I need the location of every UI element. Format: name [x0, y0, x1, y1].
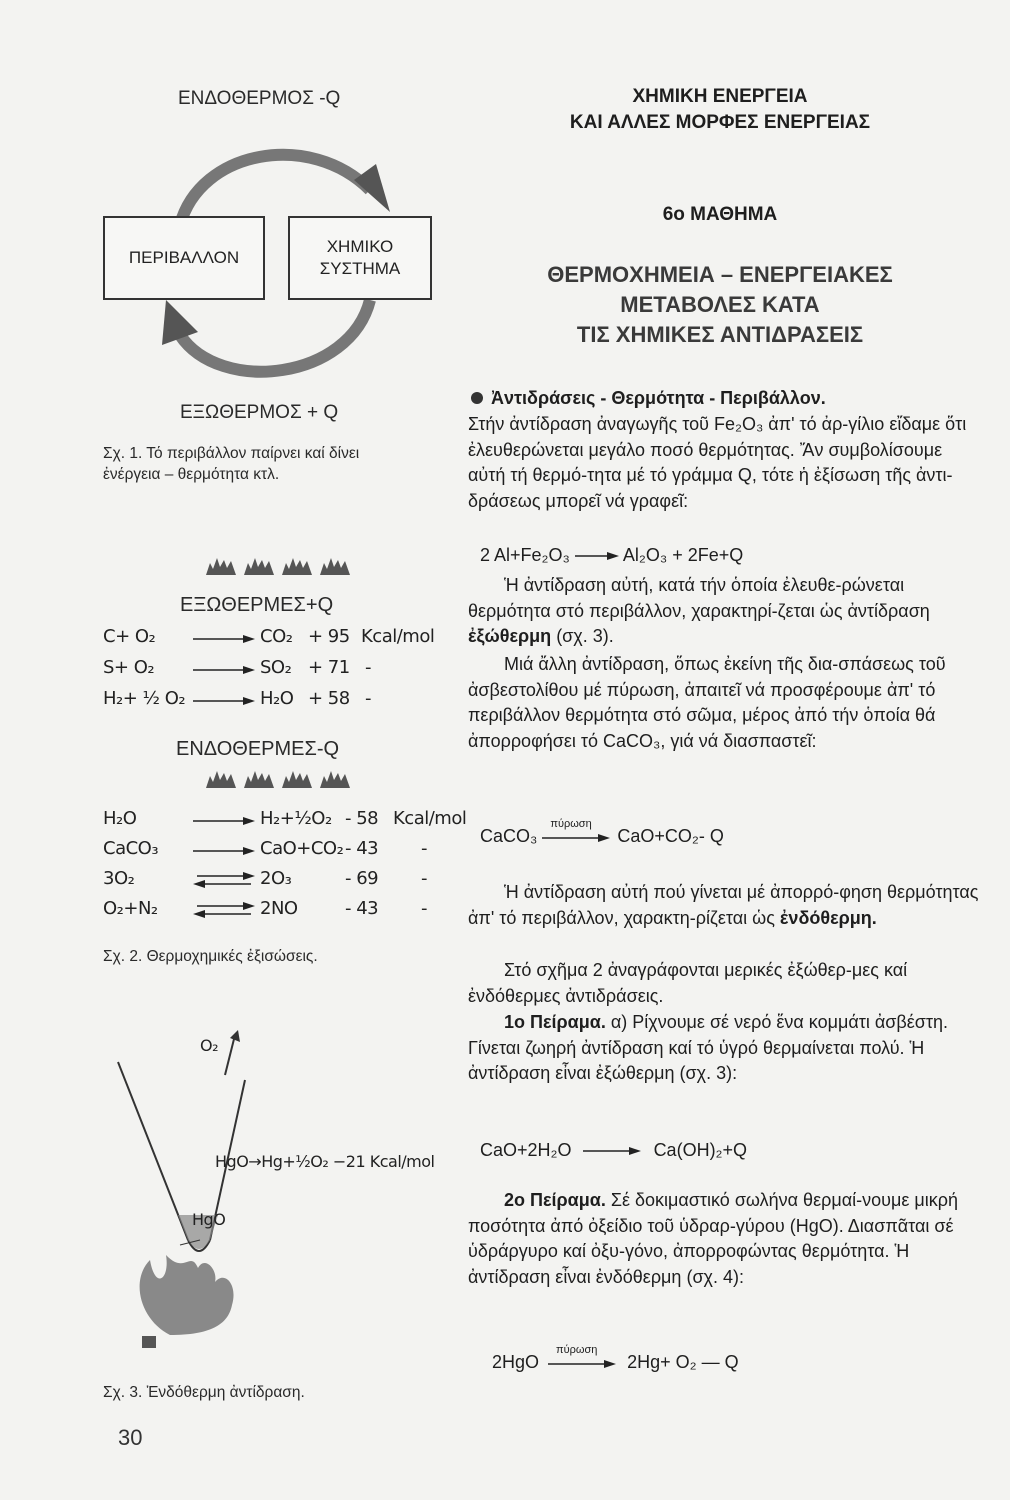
arrow-label: πύρωση: [556, 1344, 598, 1357]
cycle-bottom-arc: [180, 300, 370, 372]
equation-hgo-decomposition: [492, 1344, 739, 1373]
equation-value: - 58: [345, 808, 379, 829]
burner-flame: [140, 1255, 234, 1335]
paragraph-1: [468, 412, 980, 514]
environment-box: [103, 216, 265, 300]
equation-rhs: 2NO: [260, 898, 298, 919]
paragraph-2-term: ἐξώθερμη: [468, 626, 552, 646]
paragraph-1-text: Στήν ἀντίδραση ἀναγωγῆς τοῦ Fe₂O₃ ἀπ' τό ἀρ-γίλιο εἴδαμε ὅτι ἐλευθερώνεται μεγάλο ποσό θερμότητας. Ἄν συμβολίσουμε αὐτή τή θερμό-τητα μέ τό γράμμα Q, τότε ἡ ἐξίσωση τῆς ἀντι-δράσεως μπορεῖ νά γραφεῖ:: [468, 414, 967, 511]
paragraph-2-text: [468, 573, 980, 650]
paragraph-2: [468, 573, 980, 650]
equation-value: - 43: [345, 838, 379, 859]
lesson-title: [470, 260, 970, 350]
paragraph-3: [468, 652, 980, 754]
heat-arrow: [548, 1344, 618, 1370]
chemical-system-box: [288, 216, 432, 300]
cycle-top-arc: [180, 155, 370, 225]
flame-icon: [243, 768, 275, 788]
equation-value: + 71: [308, 657, 350, 678]
equation-value: + 95: [308, 626, 350, 647]
equation-lhs: CaCO₃: [480, 826, 538, 846]
flame-icon: [205, 555, 237, 575]
equation-lhs: O₂+N₂: [103, 898, 158, 919]
cycle-bottom-arrowhead: [162, 300, 198, 345]
figure-2-caption: Σχ. 2. Θερμοχημικές ἐξισώσεις.: [103, 948, 318, 965]
chapter-header: [520, 84, 920, 136]
oxygen-arrowhead: [230, 1030, 240, 1042]
endothermic-label: ΕΝΔΟΘΕΡΜΟΣ -Q: [178, 88, 341, 109]
paragraph-7: [468, 1188, 980, 1290]
heat-arrow: [542, 818, 612, 844]
equation-unit: -: [365, 657, 371, 678]
flame-icon: [281, 555, 313, 575]
right-arrow-icon: [575, 551, 619, 561]
equation-unit: Kcal/mol: [393, 808, 467, 829]
paragraph-6: [468, 1010, 980, 1087]
paragraph-6-text: [468, 1010, 980, 1087]
lesson-title-line-1: ΘΕΡΜΟΧΗΜΕΙΑ – ΕΝΕΡΓΕΙΑΚΕΣ: [547, 262, 893, 287]
equation-lhs: H₂+ ½ O₂: [103, 688, 186, 709]
system-box-line-1: ΧΗΜΙΚΟ: [326, 237, 394, 256]
equation-rhs: Al₂O₃ + 2Fe+Q: [622, 545, 744, 565]
experiment-1-text: α) Ρίχνουμε σέ νερό ἕνα κομμάτι ἀσβέστη. Γίνεται ζωηρή ἀντίδραση καί τό ὑγρό θερμαίνεται πολύ. Ἡ ἀντίδραση εἶναι ἐξώθερμη (σχ. 3):: [468, 1012, 948, 1083]
equation-value: + 58: [308, 688, 350, 709]
right-arrow-icon: [193, 696, 255, 706]
right-arrow-icon: [548, 1359, 618, 1369]
paragraph-5: [468, 958, 980, 1009]
equation-rhs: H₂+½O₂: [260, 808, 332, 829]
equation-thermite: [480, 545, 743, 566]
right-arrow-icon: [193, 634, 255, 644]
flame-icon: [205, 768, 237, 788]
equation-unit: -: [421, 838, 427, 859]
equation-lhs: CaO+2H₂O: [480, 1140, 572, 1160]
lesson-title-line-3: ΤΙΣ ΧΗΜΙΚΕΣ ΑΝΤΙΔΡΑΣΕΙΣ: [576, 322, 864, 347]
paragraph-3-text: Μιά ἄλλη ἀντίδραση, ὅπως ἐκείνη τῆς δια-σπάσεως τοῦ ἀσβεστολίθου μέ πύρωση, ἀπαιτεῖ νά προσφέρουμε ἀπ' τό περιβάλλον θερμότητα στό σῶμα, μέρος ἀπό τήν ὁποία θά ἀπορροφήσει τό CaCO₃, γιά νά διασπαστεῖ:: [468, 654, 946, 751]
equation-value: - 43: [345, 898, 379, 919]
chapter-header-line-2: ΚΑΙ ΑΛΛΕΣ ΜΟΡΦΕΣ ΕΝΕΡΓΕΙΑΣ: [569, 112, 871, 133]
lesson-title-line-2: ΜΕΤΑΒΟΛΕΣ ΚΑΤΑ: [620, 292, 820, 317]
paragraph-4-term: ἐνδόθερμη.: [779, 907, 877, 928]
equation-rhs: CaO+CO₂- Q: [617, 826, 724, 846]
equation-rhs: SO₂: [260, 657, 292, 678]
paragraph-4: [468, 880, 980, 931]
system-box-line-2: ΣΥΣΤΗΜΑ: [319, 259, 401, 278]
flame-icon: [319, 768, 351, 788]
lesson-number: 6ο ΜΑΘΗΜΑ: [662, 204, 778, 225]
flame-icon: [281, 768, 313, 788]
paragraph-5-text: Στό σχῆμα 2 ἀναγράφονται μερικές ἐξώθερ-μες καί ἐνδόθερμες ἀντιδράσεις.: [468, 960, 908, 1006]
test-tube-illustration: [100, 1030, 300, 1350]
equilibrium-arrows-icon: [193, 870, 255, 890]
flames-row-exo: [205, 555, 351, 575]
flame-icon: [319, 555, 351, 575]
right-arrow-icon: [193, 665, 255, 675]
equation-value: - 69: [345, 868, 379, 889]
tube-left-wall: [118, 1062, 188, 1240]
equation-unit: -: [421, 868, 427, 889]
equation-lhs: H₂O: [103, 808, 137, 829]
right-arrow-icon: [542, 833, 612, 843]
page-number: 30: [118, 1425, 143, 1450]
equation-lhs: 2HgO: [492, 1352, 540, 1372]
experiment-1-heading: 1ο Πείραμα.: [504, 1012, 606, 1032]
paragraph-4-part-a: Ἡ ἀντίδραση αὐτή πού γίνεται μέ ἀπορρό-φηση θερμότητας ἀπ' τό περιβάλλον, χαρακτη-ρίζεται ὡς: [468, 882, 979, 928]
experiment-2-heading: 2ο Πείραμα.: [504, 1190, 606, 1210]
oxygen-label: O₂: [200, 1036, 219, 1055]
equilibrium-arrows-icon: [193, 900, 255, 920]
paragraph-2-part-a: Ἡ ἀντίδραση αὐτή, κατά τήν ὁποία ἐλευθε-ρώνεται θερμότητα στό περιβάλλον, χαρακτηρί-ζεται ὡς ἀντίδραση: [468, 575, 930, 621]
environment-box-label: ΠΕΡΙΒΑΛΛΟΝ: [128, 248, 240, 267]
exothermic-label: ΕΞΩΘΕΡΜΟΣ + Q: [180, 402, 339, 423]
equation-calcination: [480, 818, 724, 847]
tube-equation: HgO→Hg+½O₂ −21 Kcal/mol: [215, 1152, 435, 1171]
equation-lhs: S+ O₂: [103, 657, 155, 678]
equation-unit: -: [365, 688, 371, 709]
equation-rhs: CO₂: [260, 626, 293, 647]
hgo-label: HgO: [192, 1210, 226, 1229]
equation-unit: Kcal/mol: [361, 626, 435, 647]
equation-rhs: Ca(OH)₂+Q: [653, 1140, 748, 1160]
equation-rhs: H₂O: [260, 688, 294, 709]
chapter-header-line-1: ΧΗΜΙΚΗ ΕΝΕΡΓΕΙΑ: [632, 86, 808, 107]
bullet-icon: [471, 392, 483, 404]
section-heading: [471, 388, 826, 409]
right-arrow-icon: [193, 846, 255, 856]
equation-lhs: C+ O₂: [103, 626, 156, 647]
equation-slaking: [480, 1140, 747, 1161]
right-arrow-icon: [583, 1146, 643, 1156]
paragraph-2-part-c: (σχ. 3).: [551, 626, 614, 646]
equation-lhs: 2 Al+Fe₂O₃: [480, 545, 570, 565]
equation-lhs: 3O₂: [103, 868, 135, 889]
figure-1-caption-line-2: ἐνέργεια – θερμότητα κτλ.: [103, 466, 280, 483]
figure-3-caption: Σχ. 3. Ἐνδόθερμη ἀντίδραση.: [103, 1384, 305, 1401]
burner-base: [142, 1336, 156, 1348]
arrow-label: πύρωση: [550, 818, 592, 831]
equation-rhs: 2Hg+ O₂ — Q: [627, 1352, 739, 1372]
flames-row-endo: [205, 768, 351, 788]
paragraph-7-text: [468, 1188, 980, 1290]
figure-1-caption: [103, 443, 359, 485]
endothermic-heading: ΕΝΔΟΘΕΡΜΕΣ-Q: [176, 738, 340, 760]
paragraph-4-text: [468, 880, 980, 931]
right-arrow-icon: [193, 816, 255, 826]
equation-unit: -: [421, 898, 427, 919]
figure-1-caption-line-1: Σχ. 1. Τό περιβάλλον παίρνει καί δίνει: [103, 445, 360, 462]
equation-lhs: CaCO₃: [103, 838, 159, 859]
equation-rhs: CaO+CO₂: [260, 838, 344, 859]
experiment-2-text: Σέ δοκιμαστικό σωλήνα θερμαί-νουμε μικρή ποσότητα ἀπό ὀξείδιο τοῦ ὑδραρ-γύρου (HgO). Διασπᾶται σέ ὑδράργυρο καί ὀξυ-γόνο, ἀπορροφώντας θερμότητα. Ἡ ἀντίδραση εἶναι ἐνδόθερμη (σχ. 4):: [468, 1190, 958, 1287]
section-heading-text: Ἀντιδράσεις - Θερμότητα - Περιβάλλον.: [491, 388, 826, 408]
flame-icon: [243, 555, 275, 575]
equation-rhs: 2O₃: [260, 868, 292, 889]
oxygen-arrow-line: [225, 1035, 235, 1075]
exothermic-heading: ΕΞΩΘΕΡΜΕΣ+Q: [180, 594, 334, 616]
